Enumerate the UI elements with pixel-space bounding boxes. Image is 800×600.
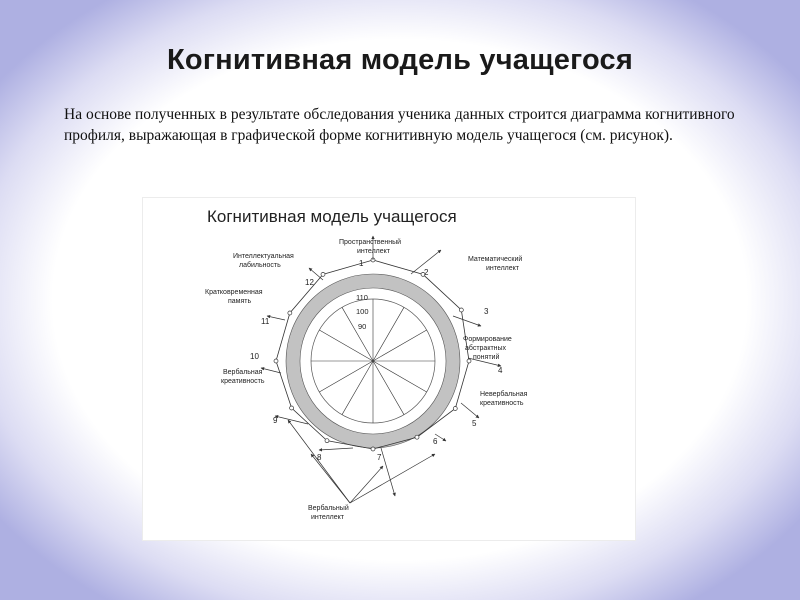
verbal-link-arrow-3: [350, 466, 383, 503]
profile-marker-7: [371, 447, 375, 451]
profile-marker-9: [290, 406, 294, 410]
diagram-title: Когнитивная модель учащегося: [207, 207, 457, 226]
scale-label-90: 90: [358, 322, 367, 331]
label-lability-1: Интеллектуальная: [233, 253, 294, 260]
label-spatial-2: интеллект: [357, 248, 390, 255]
label-math-1: Математический: [468, 256, 523, 263]
slide-title: Когнитивная модель учащегося: [167, 44, 633, 76]
label-verbal-intellect-2: интеллект: [311, 514, 344, 521]
intro-paragraph: На основе полученных в результате обследования ученика данных строится диаграмма когнитивного профиля, выражающая в графической форме когнитивную модель учащегося (см. рисунок).: [64, 106, 735, 144]
label-abstract-3: понятий: [473, 354, 500, 361]
label-spatial-1: Пространственный: [339, 239, 402, 246]
axis-arrow-9: [275, 416, 308, 424]
axis-arrow-11: [267, 316, 285, 320]
label-verbal-intellect-1: Вербальный: [308, 505, 349, 512]
axis-arrow-10: [261, 368, 281, 373]
label-short-memory-1: Кратковременная: [205, 289, 263, 296]
axis-arrow-8: [319, 448, 353, 450]
label-abstract-2: абстрактных: [465, 345, 507, 352]
profile-marker-10: [274, 359, 278, 363]
scale-label-110: 110: [356, 293, 368, 302]
axis-number-8: 8: [317, 453, 322, 462]
profile-marker-4: [467, 359, 471, 363]
axis-number-4: 4: [498, 366, 503, 375]
axis-number-2: 2: [424, 268, 429, 277]
label-short-memory-2: память: [228, 298, 252, 305]
axis-number-12: 12: [305, 278, 314, 287]
axis-number-5: 5: [472, 419, 477, 428]
axis-number-9: 9: [273, 416, 278, 425]
profile-marker-6: [415, 435, 419, 439]
axis-arrow-3: [453, 316, 481, 326]
axis-number-11: 11: [261, 317, 270, 326]
label-lability-2: лабильность: [239, 262, 281, 269]
profile-marker-11: [288, 311, 292, 315]
profile-marker-5: [453, 407, 457, 411]
axis-arrow-5: [461, 403, 479, 418]
label-nonverbal-2: креативность: [480, 400, 524, 407]
axis-number-7: 7: [377, 453, 382, 462]
profile-marker-3: [459, 308, 463, 312]
axis-number-3: 3: [484, 307, 489, 316]
label-verbal-creativity-2: креативность: [221, 378, 265, 385]
cognitive-profile-figure: [142, 197, 636, 541]
scale-label-100: 100: [356, 307, 369, 316]
label-abstract-1: Формирование: [463, 336, 512, 343]
axis-arrow-7: [381, 448, 395, 496]
axis-number-1: 1: [359, 259, 364, 268]
profile-marker-12: [321, 272, 325, 276]
profile-marker-8: [325, 439, 329, 443]
axis-number-10: 10: [250, 352, 259, 361]
axis-number-6: 6: [433, 437, 438, 446]
label-math-2: интеллект: [486, 265, 519, 272]
verbal-link-arrow-4: [350, 454, 435, 503]
label-verbal-creativity-1: Вербальная: [223, 369, 263, 376]
cognitive-profile-diagram: [143, 198, 635, 540]
label-nonverbal-1: Невербальная: [480, 391, 528, 398]
